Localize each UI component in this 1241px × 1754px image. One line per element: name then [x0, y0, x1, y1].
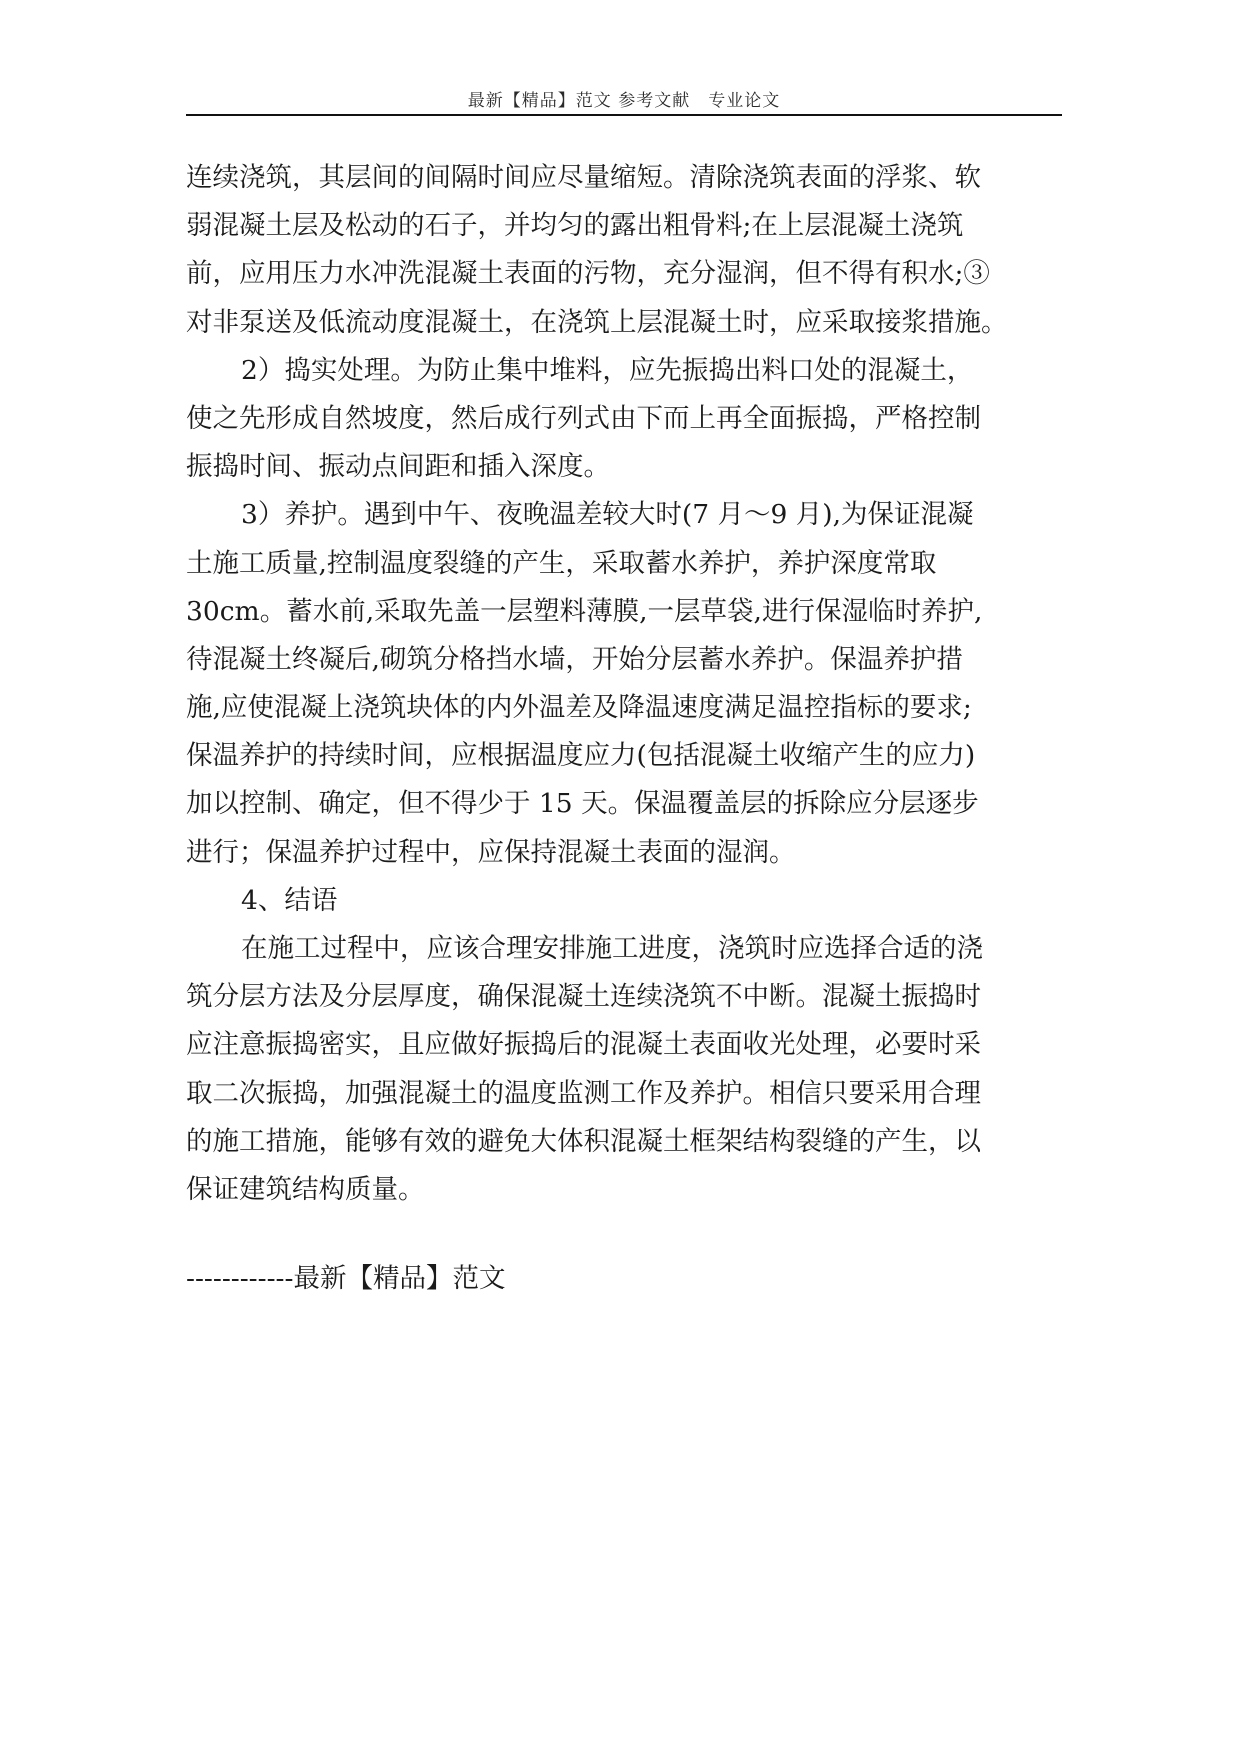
- document-body: [186, 154, 1066, 1214]
- body-text-line: 前，应用压力水冲洗混凝土表面的污物，充分湿润，但不得有积水;③: [186, 258, 990, 290]
- body-text-line: 2）捣实处理。为防止集中堆料，应先振捣出料口处的混凝土，: [241, 354, 974, 386]
- body-text-line: 3）养护。遇到中午、夜晚温差较大时(7 月～9 月),为保证混凝: [241, 499, 974, 531]
- body-text-line: 的施工措施，能够有效的避免大体积混凝土框架结构裂缝的产生，以: [186, 1125, 981, 1157]
- body-text-line: 土施工质量,控制温度裂缝的产生，采取蓄水养护，养护深度常取: [186, 547, 937, 579]
- body-text-line: 连续浇筑，其层间的间隔时间应尽量缩短。清除浇筑表面的浮浆、软: [186, 162, 981, 193]
- page-footer: ------------最新【精品】范文: [186, 1263, 506, 1294]
- body-text-line: 在施工过程中，应该合理安排施工进度，浇筑时应选择合适的浇: [241, 933, 983, 964]
- body-text-line: 30cm。蓄水前,采取先盖一层塑料薄膜,一层草袋,进行保湿临时养护,: [186, 595, 983, 627]
- body-text-line: 保温养护的持续时间，应根据温度应力(包括混凝土收缩产生的应力): [186, 740, 976, 772]
- body-text-line: 加以控制、确定，但不得少于 15 天。保温覆盖层的拆除应分层逐步: [186, 788, 979, 820]
- body-text-line: 进行；保温养护过程中，应保持混凝土表面的湿润。: [186, 836, 796, 868]
- body-text-line: 筑分层方法及分层厚度，确保混凝土连续浇筑不中断。混凝土振捣时: [186, 981, 981, 1013]
- body-text-line: 使之先形成自然坡度，然后成行列式由下而上再全面振捣，严格控制: [186, 402, 981, 434]
- body-text-line: 施,应使混凝上浇筑块体的内外温差及降温速度满足温控指标的要求;: [186, 692, 972, 724]
- body-text-line: 弱混凝土层及松动的石子，并均匀的露出粗骨料;在上层混凝土浇筑: [186, 210, 964, 242]
- page-header: 最新【精品】范文 参考文献 专业论文: [467, 91, 781, 111]
- body-text-line: 取二次振捣，加强混凝土的温度监测工作及养护。相信只要采用合理: [186, 1077, 981, 1109]
- body-text-line: 对非泵送及低流动度混凝土，在浇筑上层混凝土时，应采取接浆措施。: [186, 306, 1008, 338]
- body-text-line: 应注意振捣密实，且应做好振捣后的混凝土表面收光处理，必要时采: [186, 1029, 981, 1061]
- header-divider: [186, 114, 1062, 116]
- body-text-line: 待混凝土终凝后,砌筑分格挡水墙，开始分层蓄水养护。保温养护措: [186, 643, 963, 675]
- body-text-line: 保证建筑结构质量。: [186, 1173, 425, 1205]
- body-text-line: 振捣时间、振动点间距和插入深度。: [186, 451, 610, 483]
- body-text-line: 4、结语: [241, 884, 338, 916]
